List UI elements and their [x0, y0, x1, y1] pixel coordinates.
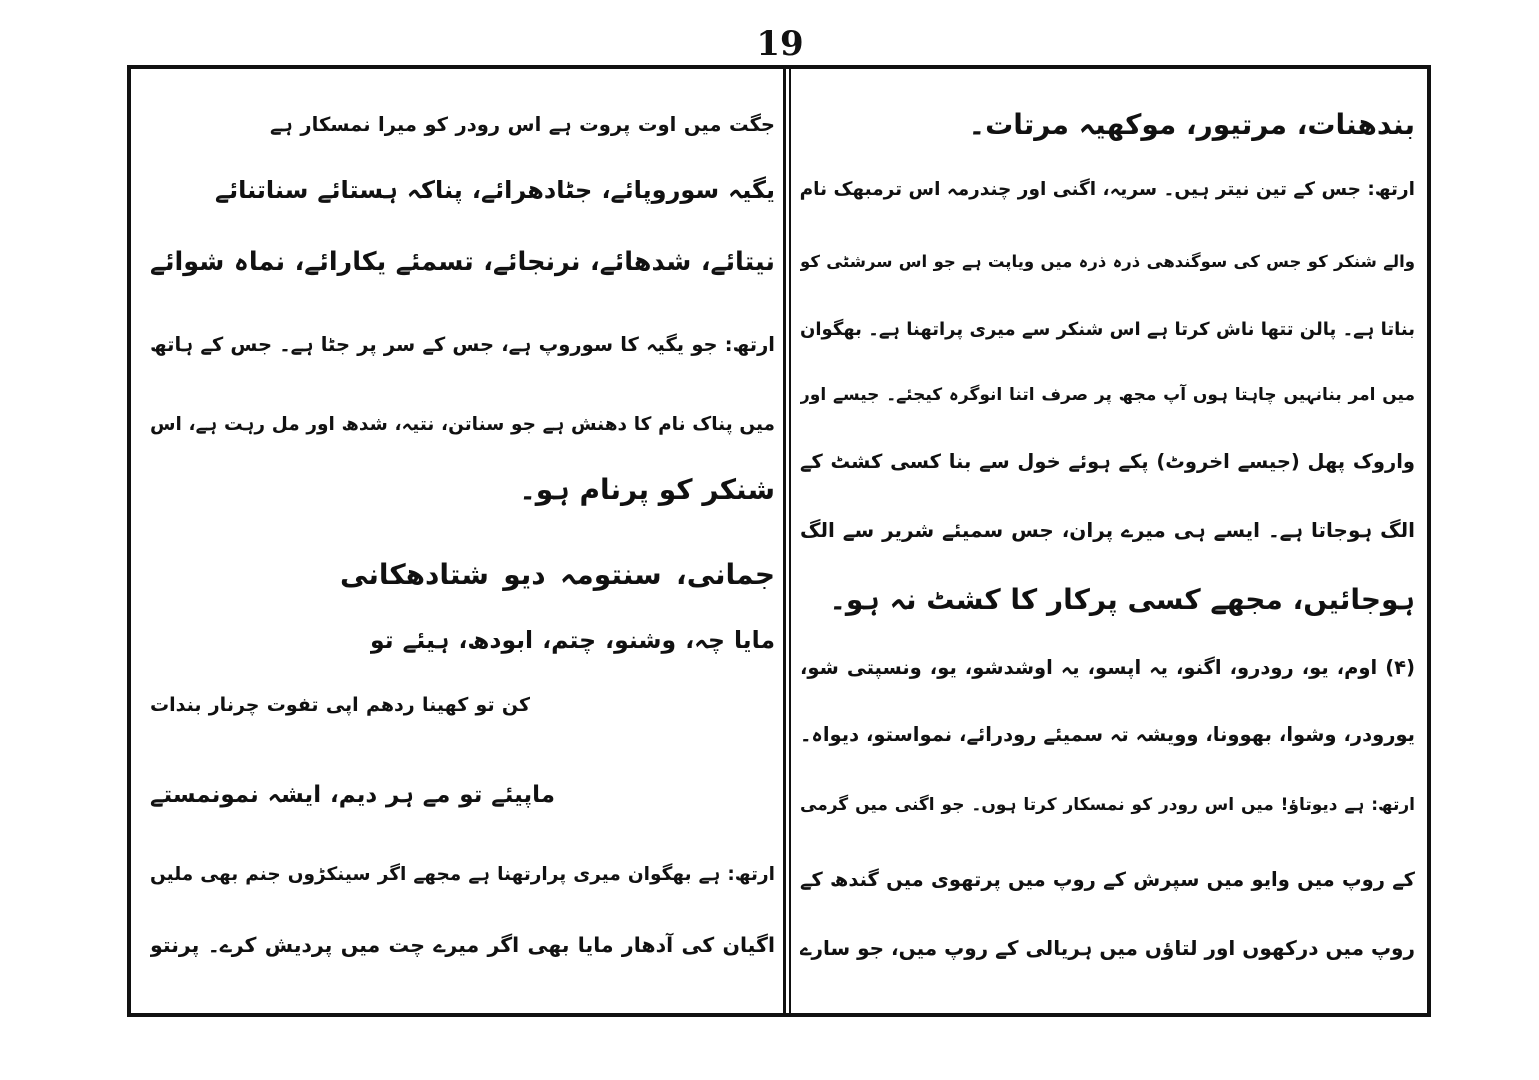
- right-column-line-1: بندھنات، مرتیور، موکھیہ مرتات۔: [968, 108, 1415, 141]
- right-column-line-8: ہوجائیں، مجھے کسی پرکار کا کشٹ نہ ہو۔: [829, 583, 1415, 616]
- verse-line-2: مایا چہ، وشنو، چتم، ابودھ، ہیئے تو: [370, 626, 775, 654]
- page-frame: [127, 65, 1431, 1017]
- verse-line-4: ماپیئے تو مے ہر دیم، ایشہ نمونمستے: [150, 782, 555, 808]
- right-column-line-4: بناتا ہے۔ پالن تتھا ناش کرتا ہے اس شنکر سے میری پراتھنا ہے۔ بھگوان: [800, 319, 1415, 340]
- column-divider: [783, 65, 791, 1017]
- left-column-line-5: میں پناک نام کا دھنش ہے جو سناتن، نتیہ، شدھ اور مل رہت ہے، اس: [150, 414, 775, 435]
- right-column-line-9: (۴) اوم، یو، رودرو، اگنو، یہ اپسو، یہ اوشدشو، یو، ونسپتی شو،: [800, 656, 1415, 679]
- left-column-line-6: شنکر کو پرنام ہو۔: [519, 473, 775, 506]
- page-number: 19: [756, 24, 804, 64]
- left-column-line-3: نیتائے، شدھائے، نرنجائے، تسمئے یکارائے، نماہ شوائے: [150, 247, 775, 277]
- verse-line-3: کن تو کھینا ردھم اپی تفوت چرنار بندات: [150, 694, 530, 716]
- left-column-line-2: یگیہ سوروپائے، جٹادھرائے، پناکہ ہستائے سناتنائے: [215, 176, 775, 204]
- left-column-line-1: جگت میں اوت پروت ہے اس رودر کو میرا نمسکار ہے: [270, 113, 775, 136]
- left-column-line-4: ارتھ: جو یگیہ کا سوروپ ہے، جس کے سر پر جٹا ہے۔ جس کے ہاتھ: [150, 333, 775, 356]
- right-column-line-11: ارتھ: ہے دیوتاؤ! میں اس رودر کو نمسکار کرتا ہوں۔ جو اگنی میں گرمی: [800, 795, 1415, 815]
- verse-line-1: جمانی، سنتومہ دیو شتادھکانی: [340, 558, 775, 591]
- left-column-line-12: اگیان کی آدھار مایا بھی اگر میرے چت میں پردیش کرے۔ پرنتو: [150, 933, 775, 957]
- right-column-line-7: الگ ہوجاتا ہے۔ ایسے ہی میرے پران، جس سمیئے شریر سے الگ: [800, 518, 1415, 542]
- right-column-line-3: والے شنکر کو جس کی سوگندھی ذرہ ذرہ میں ویاپت ہے جو اس سرشٹی کو: [800, 252, 1415, 271]
- left-column-line-11: ارتھ: ہے بھگوان میری پرارتھنا ہے مجھے اگر سینکڑوں جنم بھی ملیں: [150, 864, 775, 885]
- right-column-line-6: واروک پھل (جیسے اخروٹ) پکے ہوئے خول سے بنا کسی کشٹ کے: [800, 450, 1415, 473]
- right-column-line-2: ارتھ: جس کے تین نیتر ہیں۔ سریہ، اگنی اور چندرمہ اس ترمبھک نام: [800, 179, 1415, 200]
- right-column-line-13: روپ میں درکھوں اور لتاؤں میں ہریالی کے روپ میں، جو سارے: [800, 936, 1415, 960]
- right-column-line-5: میں امر بنانہیں چاہتا ہوں آپ مجھ پر صرف اتنا انوگرہ کیجئے۔ جیسے اور: [800, 385, 1415, 405]
- right-column-line-10: یورودر، وشوا، بھوونا، وویشہ تہ سمیئے رودرائے، نمواستو، دیواہ۔: [800, 723, 1415, 746]
- right-column-line-12: کے روپ میں وایو میں سپرش کے روپ میں پرتھوی میں گندھ کے: [800, 868, 1415, 891]
